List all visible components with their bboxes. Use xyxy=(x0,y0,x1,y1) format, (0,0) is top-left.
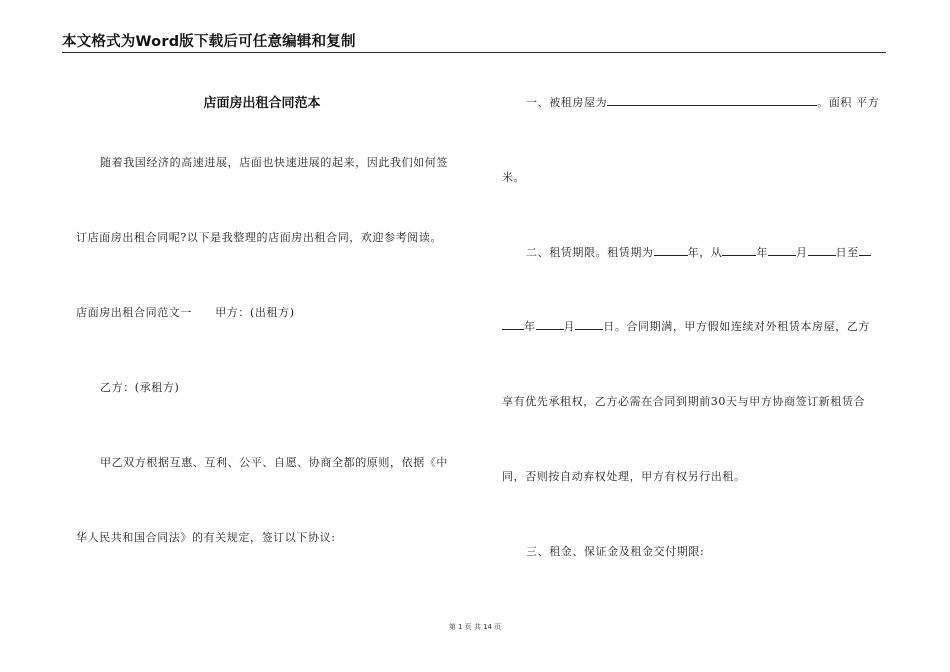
end-day-blank xyxy=(575,319,603,330)
clause-2-year-label: 年 xyxy=(756,246,769,259)
end-year-blank xyxy=(502,319,524,330)
party-b-label: 乙方：(承租方) xyxy=(100,381,180,394)
paragraph-principle-line-1: 甲乙双方根据互惠、互利、公平、自愿、协商全都的原则，依据《中 xyxy=(100,456,448,469)
clause-2-month-label: 月 xyxy=(796,246,808,259)
page-number: 第 1 页 共 14 页 xyxy=(448,623,502,631)
contract-heading-party-a: 店面房出租合同范文一 甲方：(出租方) xyxy=(76,306,295,319)
clause-2-text: 二、租赁期限。租赁期为 xyxy=(526,246,654,259)
start-day-blank xyxy=(808,245,836,256)
clause-2-renewal-text: 日。合同期满，甲方假如连续对外租赁本房屋，乙方 xyxy=(603,320,871,333)
clause-1-text: 一、被租房屋为 xyxy=(526,96,608,109)
clause-2-line-3: 享有优先承租权，乙方必需在合同到期前30天与甲方协商签订新租赁合 xyxy=(502,395,866,408)
end-month-blank xyxy=(536,319,564,330)
header-divider xyxy=(62,52,886,53)
clause-1-area-text: 。面积 平方 xyxy=(817,96,880,109)
house-address-blank xyxy=(607,95,817,106)
clause-2-line-1 xyxy=(526,244,871,260)
clause-2-end-month-label: 月 xyxy=(563,320,576,333)
clause-2-end-year-label: 年 xyxy=(524,320,536,333)
document-title: 店面房出租合同范本 xyxy=(203,96,321,111)
start-year-blank xyxy=(722,245,756,256)
clause-2-line-2 xyxy=(502,318,870,334)
clause-1-line-2: 米。 xyxy=(502,171,526,184)
start-month-blank xyxy=(768,245,796,256)
clause-2-year-from: 年，从 xyxy=(687,246,723,259)
download-banner: 本文格式为Word版下载后可任意编辑和复制 xyxy=(62,34,356,50)
clause-1-line-1 xyxy=(526,94,879,110)
clause-3-heading: 三、租金、保证金及租金交付期限: xyxy=(526,545,705,558)
end-year-blank-start xyxy=(859,245,871,256)
lease-years-blank xyxy=(654,245,688,256)
paragraph-intro-line-2: 订店面房出租合同呢?以下是我整理的店面房出租合同，欢迎参考阅读。 xyxy=(76,231,443,244)
paragraph-intro-line-1: 随着我国经济的高速进展，店面也快速进展的起来，因此我们如何签 xyxy=(100,156,448,169)
paragraph-principle-line-2: 华人民共和国合同法》的有关规定，签订以下协议: xyxy=(76,531,336,544)
clause-2-day-to: 日至 xyxy=(835,246,859,259)
clause-2-line-4: 同，否则按自动弃权处理，甲方有权另行出租。 xyxy=(502,470,746,483)
